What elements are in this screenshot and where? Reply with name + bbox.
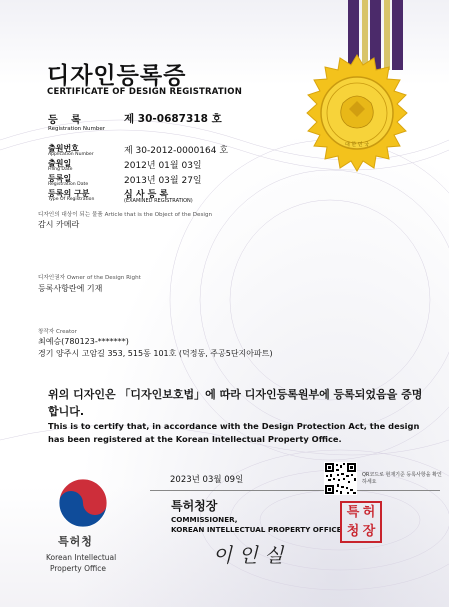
seal-text: 대 한 민 국 bbox=[344, 142, 370, 148]
registration-date-value: 2013년 03월 27일 bbox=[124, 176, 202, 186]
stamp-char: 특 bbox=[346, 505, 360, 520]
registration-date-label: 등록일 bbox=[48, 174, 72, 183]
kipo-logo-icon bbox=[57, 477, 109, 529]
creator-label bbox=[38, 327, 77, 335]
registration-date-label-en: Registration Date bbox=[48, 182, 89, 187]
office-name-ko: 특허청 bbox=[58, 535, 93, 548]
application-number-value: 제 30-2012-0000164 호 bbox=[124, 146, 229, 156]
qr-note: QR코드로 현재기준 등록사항을 확인하세요 bbox=[362, 472, 442, 485]
article-label-en: Article that is the Object of the Design bbox=[104, 212, 213, 218]
issue-date: 2023년 03월 09일 bbox=[170, 475, 244, 485]
filing-date-label: 출원일 bbox=[48, 159, 72, 168]
certification-english: This is to certify that, in accordance with the Design Protection Act, the design has been registered at the Korean Intellectual Property Office. bbox=[48, 421, 420, 444]
office-name-en-line1: Korean Intellectual bbox=[46, 553, 117, 562]
owner-label-ko: 디자인권자 bbox=[38, 275, 66, 281]
owner-label bbox=[38, 273, 141, 281]
certification-korean: 위의 디자인은 「디자인보호법」에 따라 디자인등록원부에 등록되었음을 증명합니다. bbox=[48, 388, 423, 418]
registration-number: 제 30-0687318 호 bbox=[124, 113, 222, 125]
divider bbox=[150, 490, 440, 491]
creator-label-en: Creator bbox=[56, 329, 77, 335]
registration-type-label-en: Type Of Registration bbox=[48, 197, 95, 202]
signature bbox=[188, 540, 308, 570]
registration-type-label: 등록의 구분 bbox=[48, 189, 90, 198]
stamp-char: 허 bbox=[362, 505, 376, 520]
article-label bbox=[38, 210, 212, 218]
certificate-subtitle: CERTIFICATE OF DESIGN REGISTRATION bbox=[47, 87, 243, 97]
certificate-title: 디자인등록증 bbox=[47, 63, 187, 89]
commissioner-title-ko: 특허청장 bbox=[171, 499, 218, 513]
office-name-en-line2: Property Office bbox=[50, 564, 107, 573]
stamp-char: 청 bbox=[346, 524, 360, 539]
article-label-ko: 디자인의 대상이 되는 물품 bbox=[38, 212, 103, 218]
application-number-label: 출원번호 bbox=[48, 144, 79, 153]
creator-name: 최예승(780123-*******) bbox=[38, 337, 129, 346]
filing-date-value: 2012년 01월 03일 bbox=[124, 161, 202, 171]
official-stamp bbox=[340, 501, 382, 543]
gold-seal bbox=[296, 52, 418, 174]
application-number-label-en: Application Number bbox=[48, 152, 94, 157]
stamp-char: 장 bbox=[362, 524, 376, 539]
filing-date-label-en: Filing Date bbox=[48, 167, 73, 172]
signature-text: 이 인 실 bbox=[212, 543, 284, 567]
registration-label-en: Registration Number bbox=[48, 126, 106, 132]
creator-label-ko: 창작자 bbox=[38, 329, 55, 335]
office-title-en: KOREAN INTELLECTUAL PROPERTY OFFICE bbox=[171, 525, 342, 534]
commissioner-title-en: COMMISSIONER, bbox=[171, 515, 238, 524]
article-value: 감시 카메라 bbox=[38, 220, 80, 229]
registration-type-value-en: (EXAMINED REGISTRATION) bbox=[124, 198, 193, 204]
owner-label-en: Owner of the Design Right bbox=[66, 275, 141, 281]
creator-address: 경기 양주시 고암길 353, 515동 101호 (덕정동, 주공5단지아파트) bbox=[38, 349, 273, 358]
registration-type-value: 심 사 등 록 bbox=[124, 190, 169, 200]
qr-code-icon[interactable] bbox=[324, 462, 357, 495]
registration-label: 등 록 bbox=[48, 115, 86, 126]
owner-value: 등록사항란에 기재 bbox=[38, 284, 103, 293]
